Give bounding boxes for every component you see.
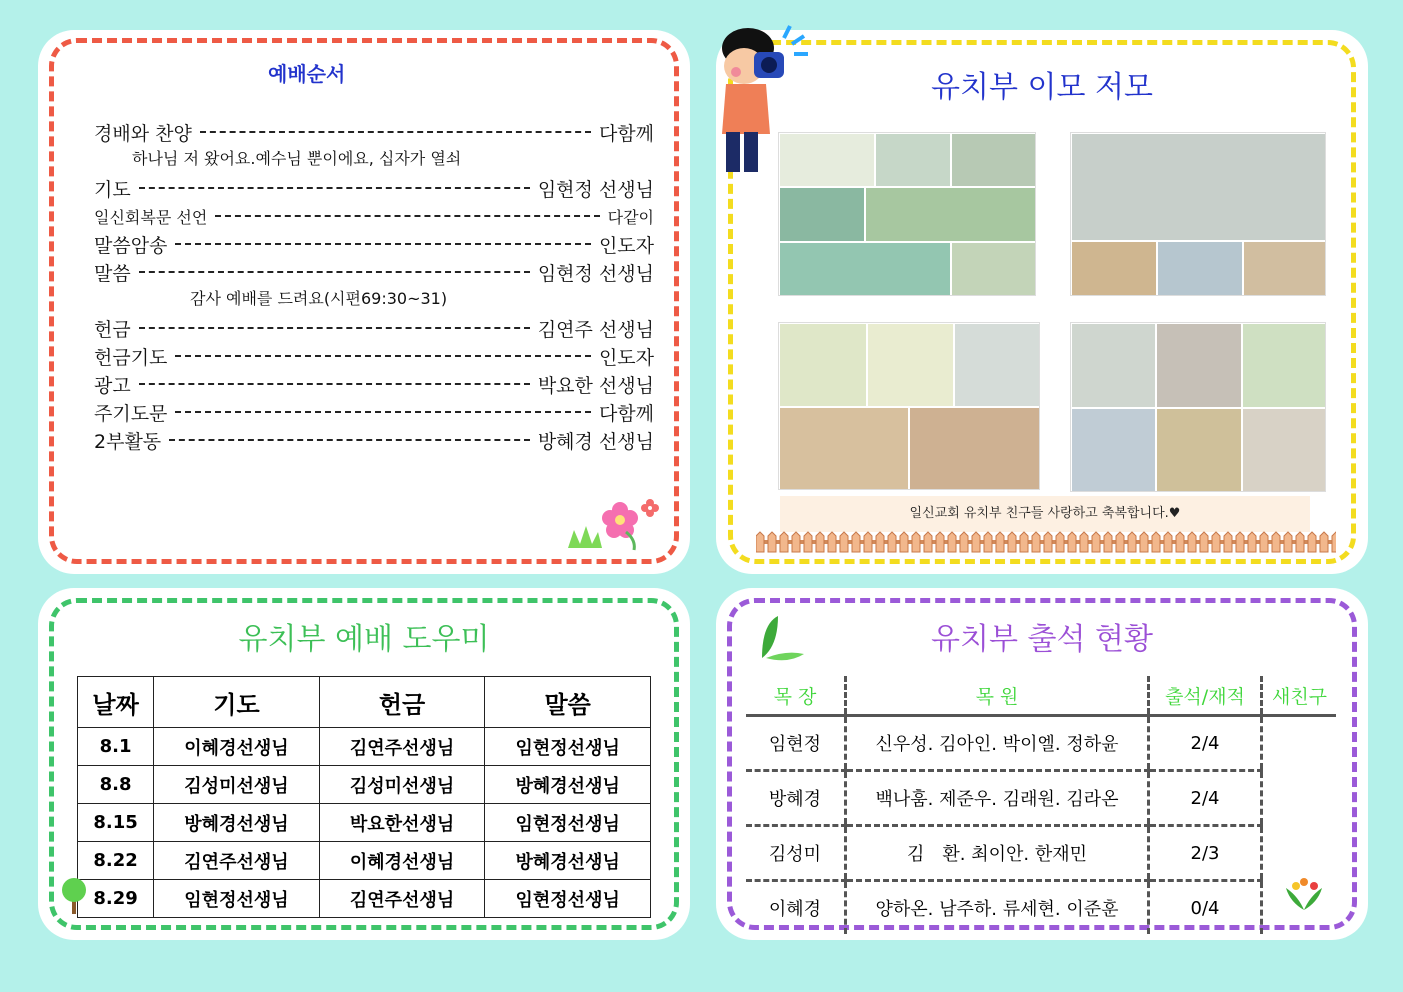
table-header-row: [746, 676, 1336, 716]
date-cell: 8.22: [78, 842, 154, 880]
order-item-label: 일신회복문 선언: [94, 207, 208, 227]
members-cell: 신우성. 김아인. 박이엘. 정하윤: [846, 716, 1149, 771]
leader-line: [175, 411, 591, 413]
helpers-title: 유치부 예배 도우미: [238, 622, 490, 657]
leader-line: [139, 327, 530, 329]
order-item-leader: 다함께: [598, 122, 654, 145]
order-item: [94, 398, 654, 426]
order-item: [94, 174, 654, 202]
members-cell: 양하온. 남주하. 류세현. 이준훈: [846, 881, 1149, 935]
order-item-label: 주기도문: [94, 402, 168, 425]
order-item-label: 2부활동: [94, 430, 162, 453]
order-item: [94, 118, 654, 146]
helper-cell: 김연주선생님: [319, 728, 485, 766]
helper-cell: 방혜경선생님: [485, 842, 651, 880]
group-leader-cell: 이혜경: [768, 899, 822, 920]
helper-cell: 임현정선생님: [485, 728, 651, 766]
photo-collage-3: [778, 322, 1040, 490]
date-cell: 8.1: [78, 728, 154, 766]
photos-title: 유치부 이모 저모: [931, 70, 1153, 105]
photos-panel: [716, 30, 1368, 574]
order-item: [94, 342, 654, 370]
order-title: 예배순서: [268, 62, 346, 86]
table-row: [78, 880, 651, 918]
order-of-service-panel: [38, 30, 690, 574]
leader-line: [139, 383, 530, 385]
leader-line: [175, 355, 591, 357]
table-row: [746, 826, 1336, 881]
members-cell: 김 환. 최이안. 한재민: [846, 826, 1149, 881]
photo-collage-2: [1070, 132, 1326, 296]
table-row: [78, 804, 651, 842]
header-prayer: 기도: [154, 677, 320, 728]
flower-plant-icon: [1282, 876, 1326, 912]
table-row: [78, 728, 651, 766]
helper-cell: 이혜경선생님: [154, 728, 320, 766]
leader-line: [139, 271, 530, 273]
order-item: [94, 426, 654, 454]
order-item-leader: 임현정 선생님: [537, 178, 654, 201]
header-date: 날짜: [78, 677, 154, 728]
group-leader-cell: 김성미: [746, 826, 846, 881]
helper-cell: 임현정선생님: [154, 880, 320, 918]
fence-decoration: [756, 530, 1336, 554]
photo-collage-1: [778, 132, 1036, 296]
header-sermon: 말씀: [485, 677, 651, 728]
order-item: [94, 314, 654, 342]
group-leader-cell: 임현정: [746, 716, 846, 771]
order-item-leader: 김연주 선생님: [537, 318, 654, 341]
helper-cell: 김연주선생님: [319, 880, 485, 918]
table-row: [746, 881, 1336, 935]
helper-cell: 김성미선생님: [154, 766, 320, 804]
table-header-row: [78, 677, 651, 728]
order-item-label: 기도: [94, 178, 131, 201]
table-row: [78, 766, 651, 804]
helper-cell: 방혜경선생님: [154, 804, 320, 842]
order-note: 하나님 저 왔어요.예수님 뿐이에요, 십자가 열쇠: [132, 149, 462, 168]
attendance-panel: [716, 588, 1368, 940]
flower-illustration: [564, 496, 664, 554]
order-item-leader: 박요한 선생님: [537, 374, 654, 397]
table-row: [746, 716, 1336, 771]
leader-line: [200, 131, 591, 133]
order-item-label: 경배와 찬양: [94, 122, 192, 145]
date-cell: 8.29: [78, 880, 154, 918]
leader-line: [215, 215, 599, 217]
order-list: [94, 118, 654, 454]
group-leader-cell: 방혜경: [746, 771, 846, 826]
table-row: [746, 771, 1336, 826]
order-item-leader: 인도자: [598, 346, 654, 369]
order-item-label: 광고: [94, 374, 131, 397]
order-item: [94, 230, 654, 258]
header-offering: 헌금: [319, 677, 485, 728]
order-item-leader: 임현정 선생님: [537, 262, 654, 285]
header-members: 목 원: [846, 676, 1149, 716]
attendance-title: 유치부 출석 현황: [931, 622, 1153, 657]
members-cell: 백나훔. 제준우. 김래원. 김라온: [846, 771, 1149, 826]
order-item-label: 헌금: [94, 318, 131, 341]
date-cell: 8.15: [78, 804, 154, 842]
helper-cell: 박요한선생님: [319, 804, 485, 842]
leader-line: [139, 187, 530, 189]
header-attendance: 출석/재적: [1149, 676, 1262, 716]
order-note: 감사 예배를 드려요(시편69:30~31): [190, 289, 448, 308]
table-row: [78, 842, 651, 880]
photos-caption: 일신교회 유치부 친구들 사랑하고 축복합니다.♥: [780, 496, 1310, 532]
order-item-leader: 다함께: [598, 402, 654, 425]
attendance-cell: 0/4: [1149, 881, 1262, 935]
helper-cell: 방혜경선생님: [485, 766, 651, 804]
order-item-leader: 다같이: [607, 207, 654, 227]
leader-line: [175, 243, 591, 245]
helper-cell: 이혜경선생님: [319, 842, 485, 880]
header-group: 목 장: [746, 676, 846, 716]
order-item-label: 말씀: [94, 262, 131, 285]
order-item-leader: 인도자: [598, 234, 654, 257]
order-item-label: 말씀암송: [94, 234, 168, 257]
new-friend-cell: [1262, 716, 1337, 771]
order-item-label: 헌금기도: [94, 346, 168, 369]
order-item-leader: 방혜경 선생님: [537, 430, 654, 453]
helper-cell: 임현정선생님: [485, 880, 651, 918]
order-item: [94, 202, 654, 230]
new-friend-cell: [1262, 826, 1337, 881]
attendance-table: [746, 676, 1336, 934]
tree-icon: [58, 876, 90, 916]
worship-helpers-panel: [38, 588, 690, 940]
helper-cell: 임현정선생님: [485, 804, 651, 842]
date-cell: 8.8: [78, 766, 154, 804]
attendance-cell: 2/4: [1149, 716, 1262, 771]
new-friend-cell: [1262, 771, 1337, 826]
attendance-cell: 2/4: [1149, 771, 1262, 826]
header-new-friends: 새친구: [1262, 676, 1337, 716]
attendance-cell: 2/3: [1149, 826, 1262, 881]
order-item: [94, 258, 654, 286]
leader-line: [169, 439, 530, 441]
order-item: [94, 370, 654, 398]
photo-collage-4: [1070, 322, 1326, 492]
helpers-table: [77, 676, 651, 918]
helper-cell: 김연주선생님: [154, 842, 320, 880]
helper-cell: 김성미선생님: [319, 766, 485, 804]
